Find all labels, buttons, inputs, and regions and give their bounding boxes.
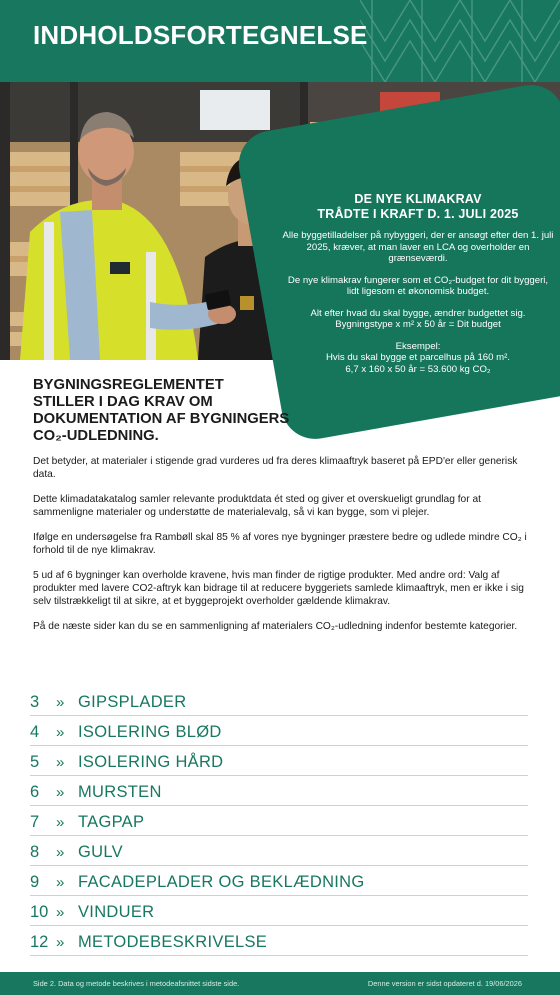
card-paragraph-budget: De nye klimakrav fungerer som et CO₂-budget for dit byggeri, lidt ligesom et økonomisk budget. — [287, 274, 549, 297]
toc-label: METODEBESKRIVELSE — [78, 932, 268, 951]
toc-label: GULV — [78, 842, 123, 861]
footer-version-note: Denne version er sidst opdateret d. 19/06/2026 — [367, 979, 522, 988]
toc-item-gipsplader[interactable] — [30, 686, 528, 716]
card-paragraph-lca: Alle byggetilladelser på nybyggeri, der er ansøgt efter den 1. juli 2025, kræver, at man laver en LCA og overholder en grænseværdi. — [282, 230, 554, 264]
chevron-pattern-decoration — [360, 0, 560, 82]
chevron-right-icon: » — [56, 933, 65, 951]
page-header — [0, 0, 560, 82]
toc-page-number: 9 — [30, 872, 40, 891]
table-of-contents — [30, 686, 528, 956]
toc-label: TAGPAP — [78, 812, 145, 831]
page-footer — [0, 972, 560, 995]
toc-page-number: 5 — [30, 752, 40, 771]
body-paragraph: Dette klimadatakatalog samler relevante produktdata ét sted og giver et overskueligt grundlag for at sammenligne materialer og understøtte de materialevalg, så vi kan bygge, som vi plejer. — [33, 494, 481, 518]
chevron-right-icon: » — [56, 723, 65, 741]
toc-item-metodebeskrivelse[interactable] — [30, 926, 528, 956]
chevron-right-icon: » — [56, 843, 65, 861]
body-paragraph: 5 ud af 6 bygninger kan overholde kravene, hvis man finder de rigtige produkter. Med andre ord: Valg af produkter med lavere CO2-aftryk kan bidrage til at reducere byggeriets samlede klimaaftryk, men er ikke i sig selv tilstrækkeligt til at sikre, at et byggeprojekt overholder gældende klimakrav. — [33, 570, 524, 607]
body-paragraph: Det betyder, at materialer i stigende grad vurderes ud fra deres klimaaftryk baseret på EPD'er eller generisk data. — [33, 456, 518, 480]
climate-requirements-text — [282, 192, 554, 385]
card-title: DE NYE KLIMAKRAV TRÅDTE I KRAFT D. 1. JULI 2025 — [317, 192, 519, 221]
toc-page-number: 8 — [30, 842, 40, 861]
toc-label: GIPSPLADER — [78, 692, 187, 711]
toc-page-number: 10 — [30, 902, 49, 921]
toc-label: MURSTEN — [78, 782, 162, 801]
card-example: Eksempel: Hvis du skal bygge et parcelhus på 160 m². 6,7 x 160 x 50 år = 53.600 kg CO₂ — [326, 340, 510, 375]
chevron-right-icon: » — [56, 783, 65, 801]
toc-page-number: 7 — [30, 812, 40, 831]
toc-item-isolering-blod[interactable] — [30, 716, 528, 746]
body-paragraph: På de næste sider kan du se en sammenligning af materialers CO₂-udledning indenfor bestemte kategorier. — [33, 621, 518, 632]
toc-label: ISOLERING HÅRD — [78, 752, 224, 771]
toc-label: ISOLERING BLØD — [78, 722, 222, 741]
toc-label: VINDUER — [78, 902, 155, 921]
toc-item-vinduer[interactable] — [30, 896, 528, 926]
chevron-right-icon: » — [56, 693, 65, 711]
toc-item-isolering-hard[interactable] — [30, 746, 528, 776]
chevron-right-icon: » — [56, 813, 65, 831]
toc-page-number: 4 — [30, 722, 40, 741]
footer-page-note: Side 2. Data og metode beskrives i metodeafsnittet sidste side. — [33, 979, 240, 988]
chevron-right-icon: » — [56, 873, 65, 891]
toc-item-mursten[interactable] — [30, 776, 528, 806]
toc-page-number: 12 — [30, 932, 49, 951]
body-text — [33, 455, 533, 645]
card-paragraph-formula: Alt efter hvad du skal bygge, ændrer budgettet sig. Bygningstype x m² x 50 år = Dit budget — [310, 307, 526, 330]
lead-heading: BYGNINGSREGLEMENTET STILLER I DAG KRAV OM DOKUMENTATION AF BYGNINGERS CO₂-UDLEDNING. — [33, 377, 290, 444]
toc-label: FACADEPLADER OG BEKLÆDNING — [78, 872, 365, 891]
toc-page-number: 3 — [30, 692, 40, 711]
page-title: INDHOLDSFORTEGNELSE — [33, 20, 368, 50]
toc-item-gulv[interactable] — [30, 836, 528, 866]
body-paragraph: Ifølge en undersøgelse fra Rambøll skal 85 % af vores nye bygninger præstere bedre og udlede mindre CO₂ i forhold til de nye klimakrav. — [33, 532, 527, 556]
toc-item-facadeplader[interactable] — [30, 866, 528, 896]
toc-item-tagpap[interactable] — [30, 806, 528, 836]
chevron-right-icon: » — [56, 903, 65, 921]
toc-page-number: 6 — [30, 782, 40, 801]
chevron-right-icon: » — [56, 753, 65, 771]
